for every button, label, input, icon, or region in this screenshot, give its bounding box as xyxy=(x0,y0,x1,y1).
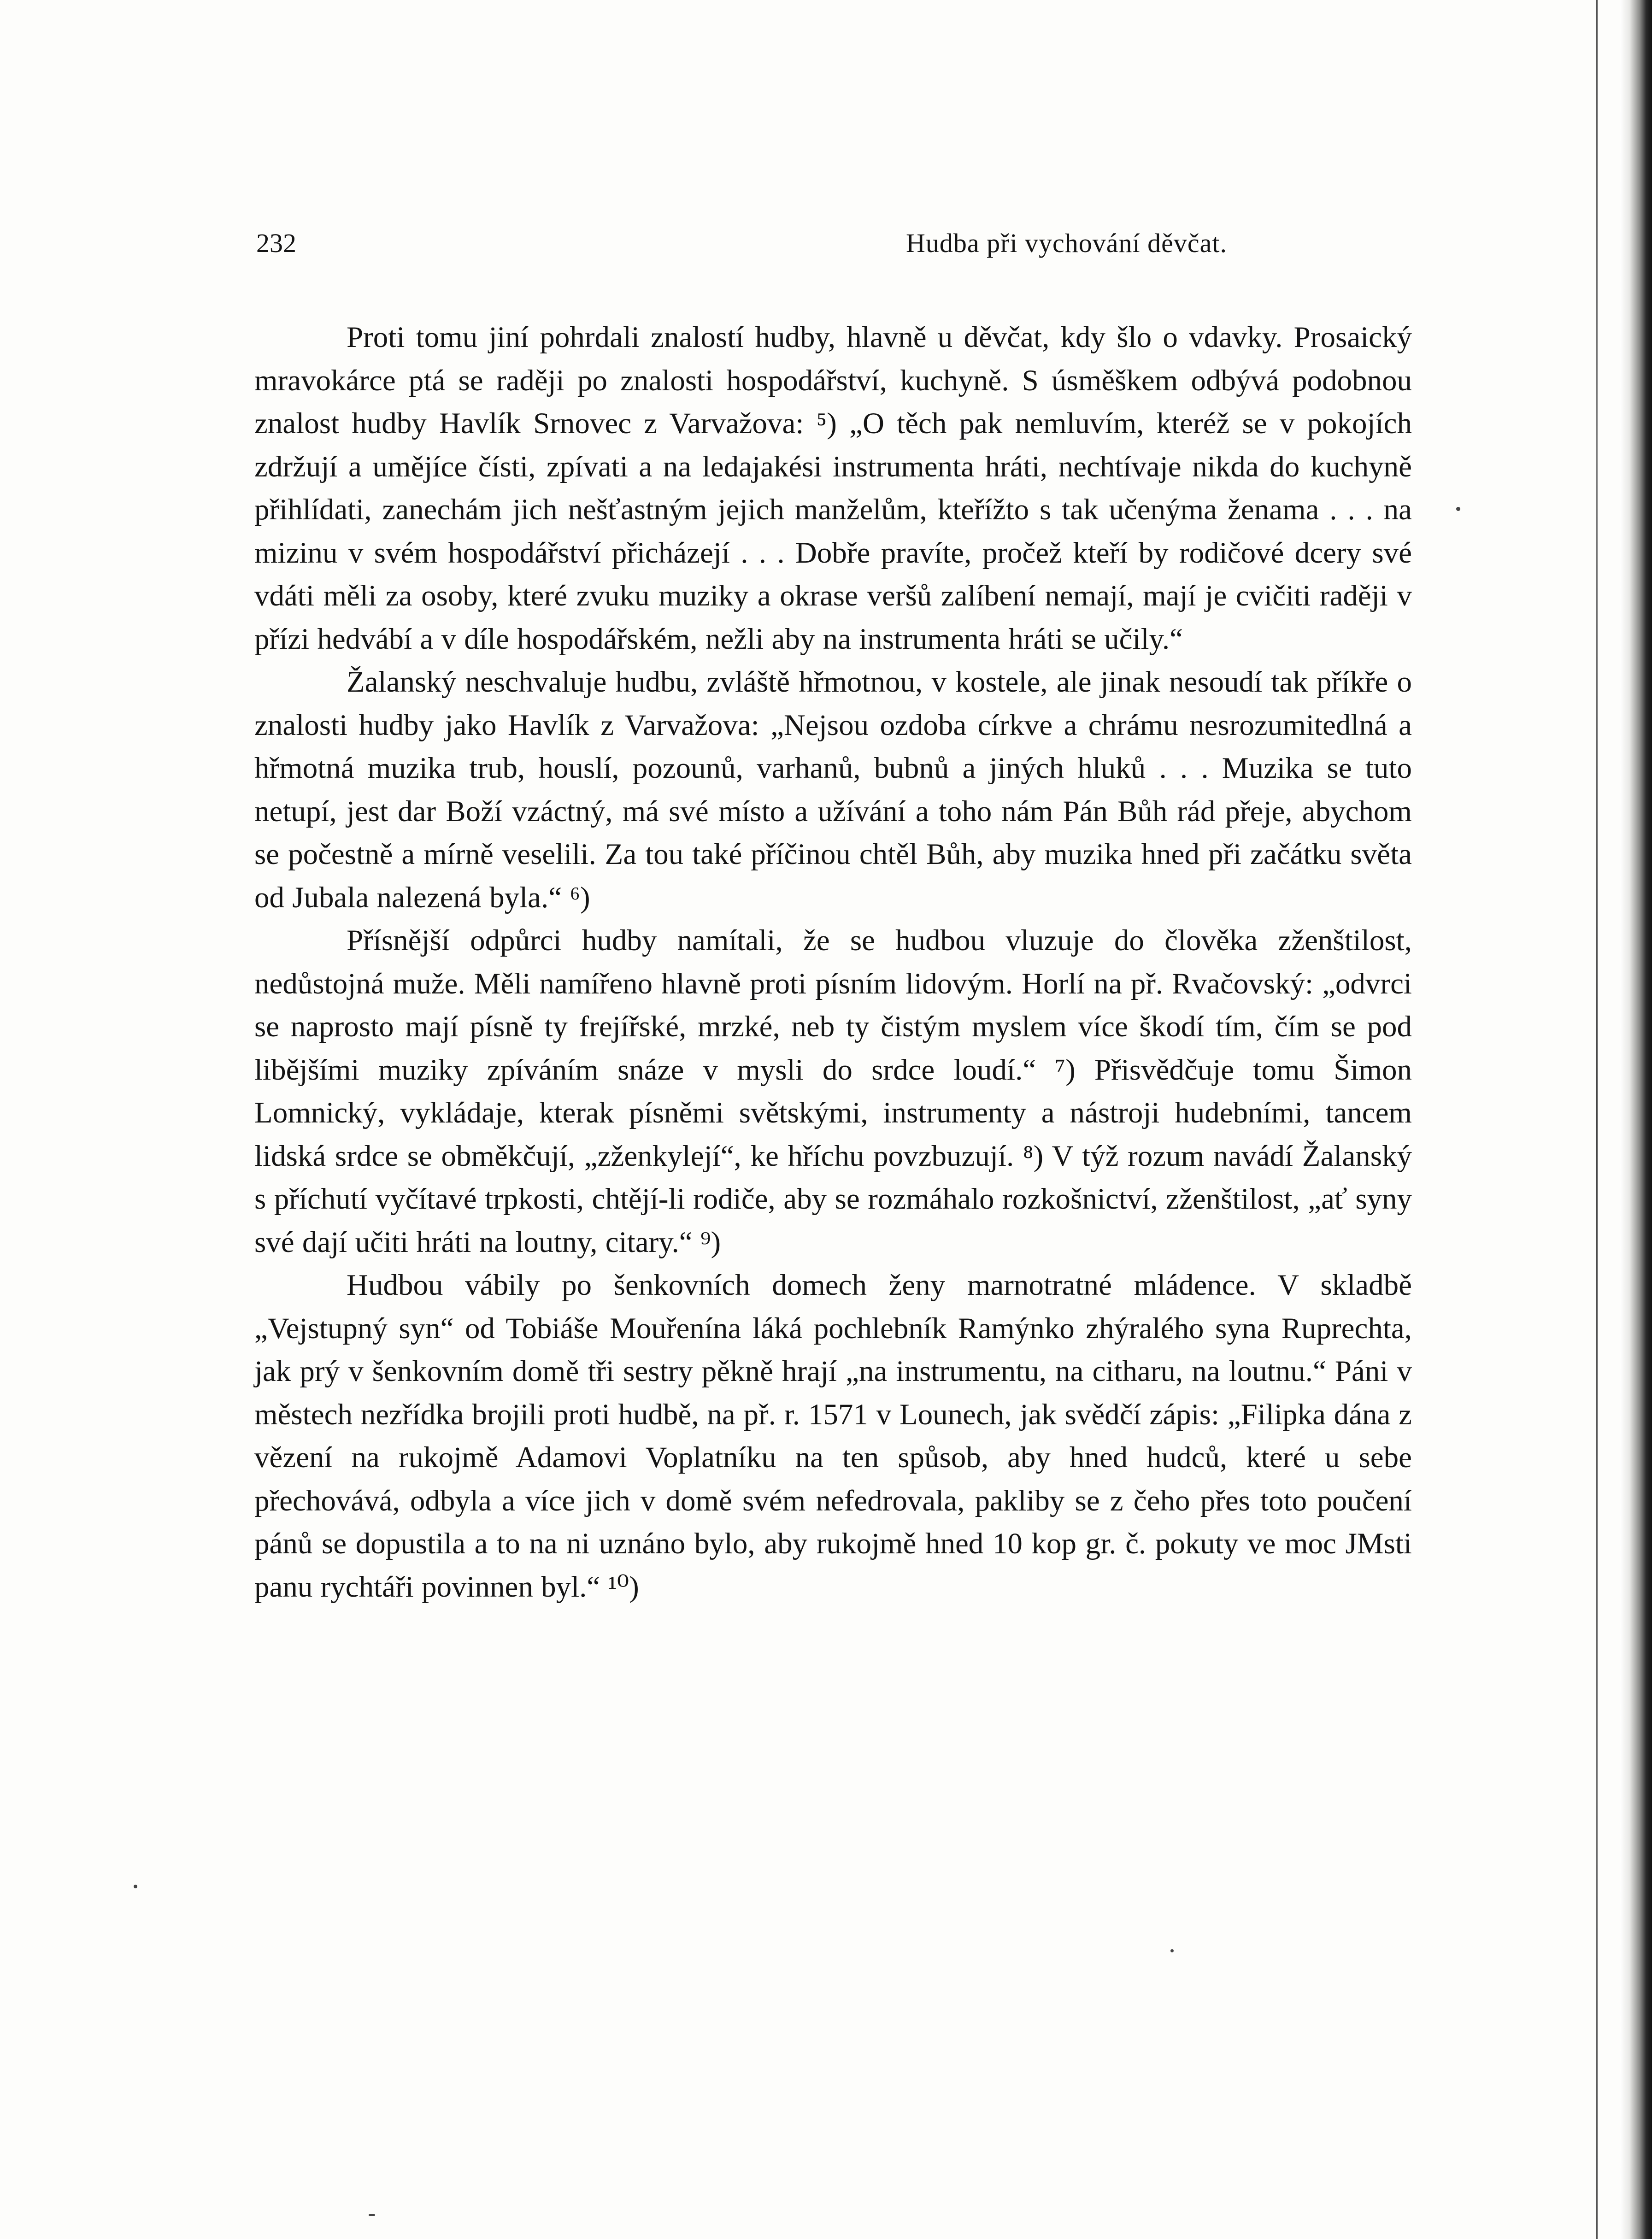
scan-speck xyxy=(369,2214,375,2216)
paragraph-1: Proti tomu jiní pohrdali znalostí hudby, hlavně u děvčat, kdy šlo o vdavky. Prosaický mravokárce ptá se raději po znalosti hospodářství, kuchyně. S úsměškem odbývá podobnou znalost hudby Havlík Srnovec z Varvažova: ⁵) „O těch pak nemluvím, kteréž se v pokojích zdržují a umějíce čísti, zpívati a na ledajakési instrumenta hráti, nechtívaje nikda do kuchyně přihlídati, zanechám jich nešťastným jejich manželům, kteřížto s tak učenýma ženama . . . na mizinu v svém hospodářství přicházejí . . . Dobře pravíte, pročež kteří by rodičové dcery své vdáti měli za osoby, které zvuku muziky a okrase veršů zalíbení nemají, mají je cvičiti raději v přízi hedvábí a v díle hospodářském, nežli aby na instrumenta hráti se učily.“ xyxy=(254,321,1412,656)
page-header xyxy=(256,225,1500,262)
scan-speck xyxy=(1456,507,1460,511)
binding-edge-line xyxy=(1596,0,1598,2239)
paragraph-2: Žalanský neschvaluje hudbu, zvláště hřmotnou, v kostele, ale jinak nesoudí tak příkře o znalosti hudby jako Havlík z Varvažova: „Nejsou ozdoba církve a chrámu nesrozumitedlná a hřmotná muzika trub, houslí, pozounů, varhanů, bubnů a jiných hluků . . . Muzika se tuto netupí, jest dar Boží vzáctný, má své místo a užívání a toho nám Pán Bůh rád přeje, abychom se počestně a mírně veselili. Za tou také příčinou chtěl Bůh, aby muzika hned při začátku světa od Jubala nalezená byla.“ ⁶) xyxy=(254,665,1412,914)
paragraph-3: Přísnější odpůrci hudby namítali, že se hudbou vluzuje do člověka zženštilost, nedůstojná muže. Měli namířeno hlavně proti písním lidovým. Horlí na př. Rvačovský: „odvrci se naprosto mají písně ty frejířské, mrzké, neb ty čistým myslem více škodí tím, čím se pod libějšími muziky zpíváním snáze v mysli do srdce loudí.“ ⁷) Přisvědčuje tomu Šimon Lomnický, vykládaje, kterak písněmi světskými, instrumenty a nástroji hudebními, tancem lidská srdce se obměkčují, „zženkylejí“, ke hříchu povzbuzují. ⁸) V týž rozum navádí Žalanský s příchutí vyčítavé trpkosti, chtějí-li rodiče, aby se rozmáhalo rozkošnictví, zženštilost, „ať syny své dají učiti hráti na loutny, citary.“ ⁹) xyxy=(254,924,1412,1259)
scan-speck xyxy=(134,1885,137,1888)
paragraph-4: Hudbou vábily po šenkovních domech ženy marnotratné mládence. V skladbě „Vejstupný syn“ od Tobiáše Mouřenína láká pochlebník Ramýnko zhýralého syna Ruprechta, jak prý v šenkovním domě tři sestry pěkně hrají „na instrumentu, na citharu, na loutnu.“ Páni v městech nezřídka brojili proti hudbě, na př. r. 1571 v Lounech, jak svědčí zápis: „Filipka dána z vězení na rukojmě Adamovi Voplatníku na ten spůsob, aby hned hudců, které u sebe přechovává, odbyla a více jich v domě svém nefedrovala, pakliby se z čeho přes toto poučení pánů se dopustila a to na ni uznáno bylo, aby rukojmě hned 10 kop gr. č. pokuty ve moc JMsti panu rychtáři povinnen byl.“ ¹⁰) xyxy=(254,1269,1412,1604)
scan-speck xyxy=(1170,1949,1174,1952)
running-title: Hudba při vychování děvčat. xyxy=(906,228,1228,258)
page-number: 232 xyxy=(256,228,296,258)
page-edge-shadow xyxy=(1620,0,1652,2239)
page-body xyxy=(254,316,1412,1609)
